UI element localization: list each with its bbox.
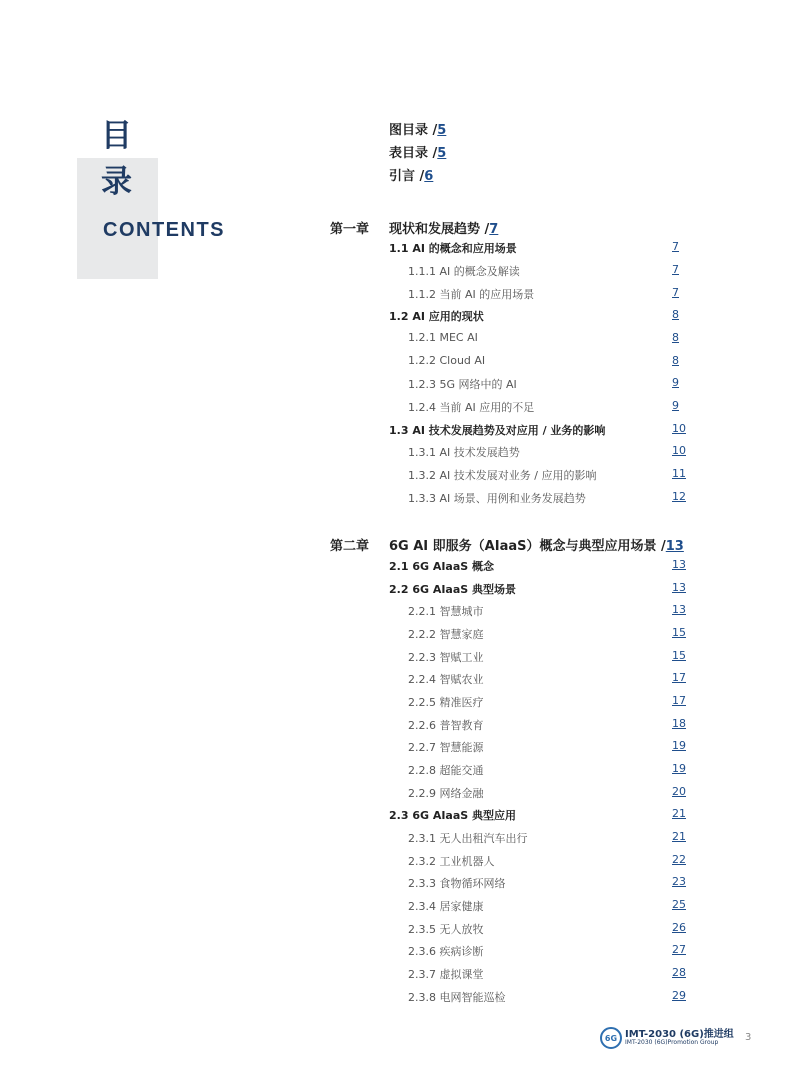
toc-page-link[interactable]: 25	[672, 898, 686, 911]
toc-entry-figures[interactable]	[389, 119, 446, 138]
toc-page-link[interactable]: 20	[672, 785, 686, 798]
logo-6g-icon: 6G	[600, 1027, 622, 1049]
toc-page-link[interactable]: 11	[672, 467, 686, 480]
toc-row[interactable]: 2.2.7 智慧能源	[408, 741, 484, 754]
toc-row[interactable]: 2.1 6G AIaaS 概念	[389, 560, 495, 573]
toc-page-link[interactable]: 10	[672, 444, 686, 457]
toc-row[interactable]: 1.2 AI 应用的现状	[389, 310, 484, 323]
footer-logo	[600, 1027, 734, 1049]
toc-row[interactable]: 2.2.1 智慧城市	[408, 605, 484, 618]
toc-page-link[interactable]: 19	[672, 739, 686, 752]
page-number: 3	[745, 1032, 752, 1043]
toc-page-link[interactable]: 15	[672, 626, 686, 639]
toc-row[interactable]: 1.1.1 AI 的概念及解读	[408, 265, 520, 278]
toc-entry-preface[interactable]	[389, 165, 433, 184]
chapter-page-link[interactable]: 13	[665, 539, 684, 554]
toc-page-link[interactable]: 12	[672, 490, 686, 503]
toc-row[interactable]: 2.2.5 精准医疗	[408, 696, 484, 709]
toc-page-link[interactable]: 23	[672, 875, 686, 888]
toc-row[interactable]: 1.2.1 MEC AI	[408, 331, 478, 344]
toc-row[interactable]: 2.2.4 智赋农业	[408, 673, 484, 686]
toc-row[interactable]: 2.3 6G AIaaS 典型应用	[389, 809, 517, 822]
entry-page-link[interactable]: 5	[437, 146, 447, 161]
toc-page-link[interactable]: 9	[672, 399, 679, 412]
toc-row[interactable]: 2.3.7 虚拟课堂	[408, 968, 484, 981]
toc-page-link[interactable]: 17	[672, 671, 686, 684]
title-char-1: 目	[101, 118, 132, 154]
entry-page-link[interactable]: 6	[424, 169, 434, 184]
chapter-title-text: 6G AI 即服务（AIaaS）概念与典型应用场景 /	[389, 539, 666, 554]
toc-page-link[interactable]: 27	[672, 943, 686, 956]
toc-row[interactable]: 2.3.2 工业机器人	[408, 855, 495, 868]
toc-row[interactable]: 2.3.5 无人放牧	[408, 923, 484, 936]
toc-page-link[interactable]: 29	[672, 989, 686, 1002]
toc-page-link[interactable]: 7	[672, 286, 679, 299]
logo-line-2: IMT-2030 (6G)Promotion Group	[625, 1039, 719, 1047]
toc-row[interactable]: 1.1.2 当前 AI 的应用场景	[408, 288, 535, 301]
toc-page-link[interactable]: 8	[672, 354, 679, 367]
title-char-2: 录	[101, 164, 132, 200]
toc-page-link[interactable]: 26	[672, 921, 686, 934]
toc-row[interactable]: 1.2.4 当前 AI 应用的不足	[408, 401, 535, 414]
toc-page-link[interactable]: 19	[672, 762, 686, 775]
toc-page-link[interactable]: 13	[672, 581, 686, 594]
toc-page-link[interactable]: 8	[672, 331, 679, 344]
entry-label: 图目录 /	[389, 123, 438, 138]
toc-page-link[interactable]: 21	[672, 830, 686, 843]
toc-page-link[interactable]: 8	[672, 308, 679, 321]
toc-row[interactable]: 2.2.2 智慧家庭	[408, 628, 484, 641]
chapter-2-title[interactable]	[389, 535, 684, 554]
toc-row[interactable]: 1.2.2 Cloud AI	[408, 354, 486, 367]
toc-row[interactable]: 1.3.1 AI 技术发展趋势	[408, 446, 520, 459]
chapter-2-label: 第二章	[330, 539, 370, 554]
entry-label: 引言 /	[389, 169, 425, 184]
toc-page-link[interactable]: 9	[672, 376, 679, 389]
toc-row[interactable]: 2.2 6G AIaaS 典型场景	[389, 583, 517, 596]
chapter-1-title[interactable]	[389, 218, 498, 237]
entry-page-link[interactable]: 5	[437, 123, 447, 138]
toc-page-link[interactable]: 21	[672, 807, 686, 820]
toc-row[interactable]: 2.3.6 疾病诊断	[408, 945, 484, 958]
toc-row[interactable]: 2.3.8 电网智能巡检	[408, 991, 506, 1004]
toc-row[interactable]: 2.2.9 网络金融	[408, 787, 484, 800]
toc-row[interactable]: 1.1 AI 的概念和应用场景	[389, 242, 517, 255]
toc-row[interactable]: 2.3.1 无人出租汽车出行	[408, 832, 528, 845]
toc-page-link[interactable]: 18	[672, 717, 686, 730]
chapter-1-label: 第一章	[330, 222, 370, 237]
toc-row[interactable]: 1.3 AI 技术发展趋势及对应用 / 业务的影响	[389, 424, 606, 437]
toc-row[interactable]: 2.2.8 超能交通	[408, 764, 484, 777]
toc-page-link[interactable]: 28	[672, 966, 686, 979]
toc-row[interactable]: 2.2.3 智赋工业	[408, 651, 484, 664]
toc-page-link[interactable]: 13	[672, 558, 686, 571]
toc-page-link[interactable]: 17	[672, 694, 686, 707]
toc-page-link[interactable]: 7	[672, 240, 679, 253]
toc-page-link[interactable]: 13	[672, 603, 686, 616]
toc-row[interactable]: 2.3.3 食物循环网络	[408, 877, 506, 890]
toc-row[interactable]: 2.3.4 居家健康	[408, 900, 484, 913]
toc-page-link[interactable]: 7	[672, 263, 679, 276]
toc-row[interactable]: 1.3.2 AI 技术发展对业务 / 应用的影响	[408, 469, 597, 482]
contents-heading: CONTENTS	[103, 219, 225, 241]
chapter-page-link[interactable]: 7	[489, 222, 499, 237]
entry-label: 表目录 /	[389, 146, 438, 161]
toc-page-link[interactable]: 10	[672, 422, 686, 435]
chapter-title-text: 现状和发展趋势 /	[389, 222, 490, 237]
toc-row[interactable]: 1.3.3 AI 场景、用例和业务发展趋势	[408, 492, 586, 505]
logo-line-1: IMT-2030 (6G)推进组	[625, 1029, 734, 1041]
toc-row[interactable]: 1.2.3 5G 网络中的 AI	[408, 378, 517, 391]
toc-entry-tables[interactable]	[389, 142, 446, 161]
logo-text	[625, 1029, 734, 1047]
toc-page-link[interactable]: 22	[672, 853, 686, 866]
toc-row[interactable]: 2.2.6 普智教育	[408, 719, 484, 732]
toc-page-link[interactable]: 15	[672, 649, 686, 662]
